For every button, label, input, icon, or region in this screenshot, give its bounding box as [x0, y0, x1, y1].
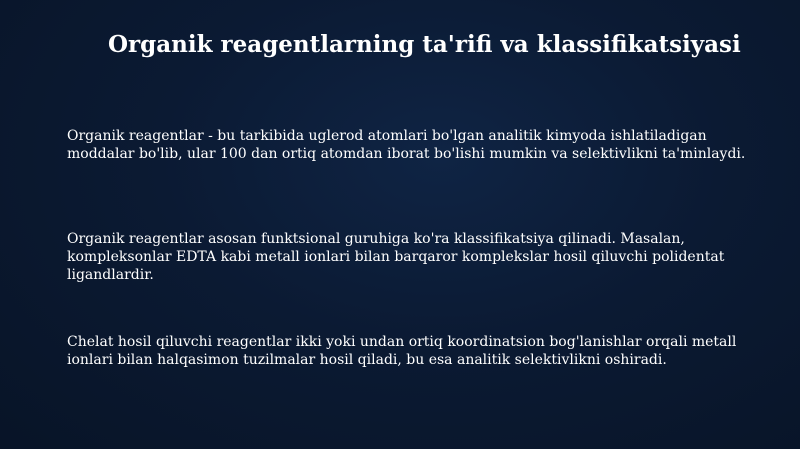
paragraph-classification: Organik reagentlar asosan funktsional guruhiga ko'ra klassifikatsiya qilinadi. Masalan, kompleksonlar EDTA kabi metall ionlari bilan barqaror komplekslar hosil qiluvchi polidentat ligandlardir. [67, 231, 725, 283]
paragraph-definition: Organik reagentlar - bu tarkibida uglerod atomlari bo'lgan analitik kimyoda ishlatiladigan moddalar bo'lib, ular 100 dan ortiq atomdan iborat bo'lishi mumkin va selektivlikni ta'minlaydi. [67, 128, 746, 162]
paragraph-chelates: Chelat hosil qiluvchi reagentlar ikki yoki undan ortiq koordinatsion bog'lanishlar orqali metall ionlari bilan halqasimon tuzilmalar hosil qiladi, bu esa analitik selektivlikni oshiradi. [67, 334, 737, 368]
slide-title: Organik reagentlarning ta'rifi va klassifikatsiyasi [108, 31, 741, 58]
